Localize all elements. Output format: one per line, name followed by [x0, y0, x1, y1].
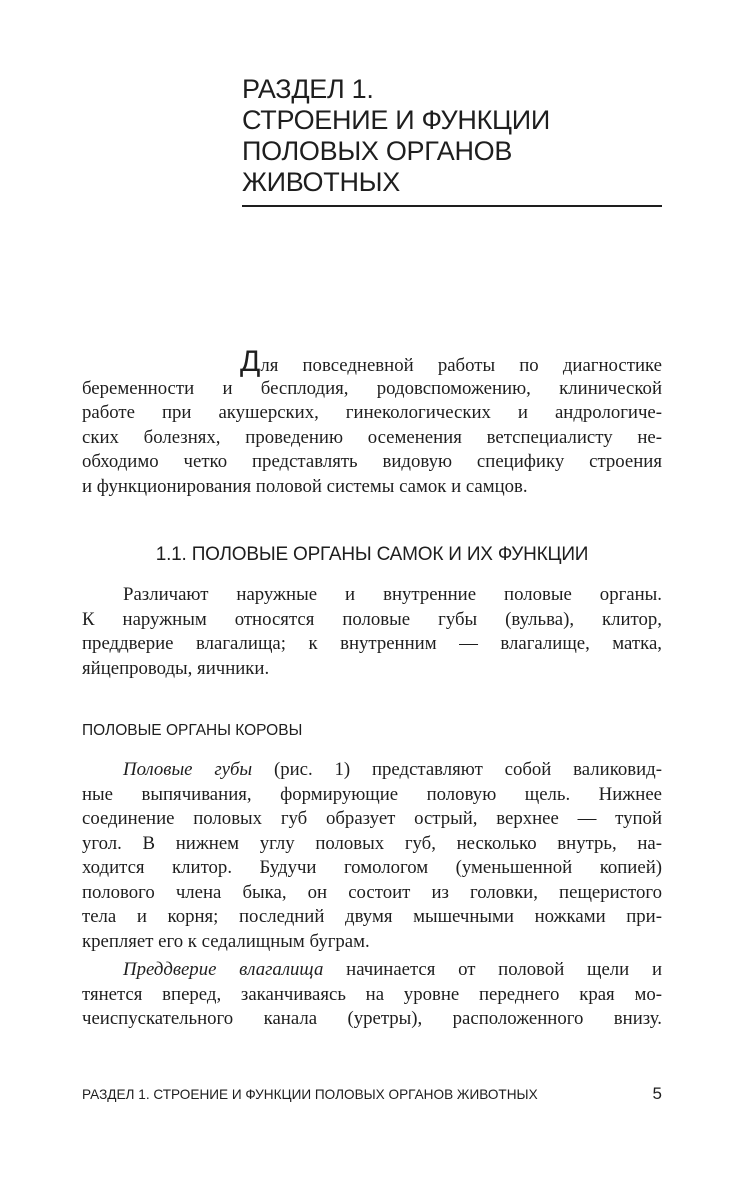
vestibule-line: тянется вперед, заканчиваясь на уровне переднего края мо- — [82, 983, 662, 1005]
term-vestibule: Преддверие влагалища — [123, 959, 324, 980]
vestibule-first-line-text: начинается от половой щели и — [323, 959, 662, 980]
intro-line: обходимо четко представлять видовую специфику строения — [82, 451, 662, 472]
section-heading: 1.1. ПОЛОВЫЕ ОРГАНЫ САМОК И ИХ ФУНКЦИИ — [155, 544, 589, 565]
intro-line: работе при акушерских, гинекологических и андрологиче- — [82, 402, 662, 423]
drop-cap: Д — [240, 345, 261, 378]
intro-line — [82, 345, 662, 378]
intro-paragraph — [82, 345, 662, 499]
page-number: 5 — [652, 1084, 662, 1103]
section-line: К наружным относятся половые губы (вульва), клитор, — [82, 608, 662, 630]
vestibule-line: чеиспускательного канала (уретры), расположенного внизу. — [82, 1008, 662, 1029]
labia-line: соединение половых губ образует острый, верхнее — тупой — [82, 808, 662, 829]
labia-line — [82, 758, 662, 783]
intro-line: ских болезнях, проведению осеменения ветспециалисту не- — [82, 426, 662, 448]
term-labia: Половые губы — [123, 759, 253, 780]
labia-first-line-text: (рис. 1) представляют собой валиковид- — [252, 759, 662, 780]
section-line: Различают наружные и внутренние половые органы. — [123, 584, 662, 605]
running-footer: РАЗДЕЛ 1. СТРОЕНИЕ И ФУНКЦИИ ПОЛОВЫХ ОРГАНОВ ЖИВОТНЫХ — [82, 1087, 538, 1102]
intro-line: беременности и бесплодия, родовспоможению, клинической — [82, 377, 662, 399]
labia-line: ные выпячивания, формирующие половую щель. Нижнее — [82, 783, 662, 805]
chapter-title-line: РАЗДЕЛ 1. — [242, 74, 374, 104]
subheading-cow: ПОЛОВЫЕ ОРГАНЫ КОРОВЫ — [82, 722, 303, 739]
labia-paragraph — [82, 758, 662, 954]
section-paragraph — [82, 583, 662, 681]
intro-first-line-text: ля повседневной работы по диагностике — [260, 355, 662, 376]
intro-line: и функционирования половой системы самок и самцов. — [82, 475, 528, 497]
vestibule-line — [82, 958, 662, 983]
labia-line: ходится клитор. Будучи гомологом (уменьшенной копией) — [82, 857, 662, 878]
labia-line: тела и корня; последний двумя мышечными ножками при- — [82, 906, 662, 927]
labia-line: угол. В нижнем углу половых губ, несколько внутрь, на- — [82, 832, 662, 854]
chapter-title-line: СТРОЕНИЕ И ФУНКЦИИ — [242, 105, 550, 135]
chapter-title-line: ЖИВОТНЫХ — [242, 167, 400, 197]
section-line: преддверие влагалища; к внутренним — влагалище, матка, — [82, 633, 662, 654]
chapter-title-line: ПОЛОВЫХ ОРГАНОВ — [242, 136, 513, 166]
labia-line: крепляет его к седалищным буграм. — [82, 930, 370, 952]
chapter-title — [242, 74, 662, 198]
vestibule-paragraph — [82, 958, 662, 1032]
section-line: яйцепроводы, яичники. — [82, 657, 270, 679]
labia-line: полового члена быка, он состоит из головки, пещеристого — [82, 881, 662, 903]
title-divider — [242, 205, 662, 207]
